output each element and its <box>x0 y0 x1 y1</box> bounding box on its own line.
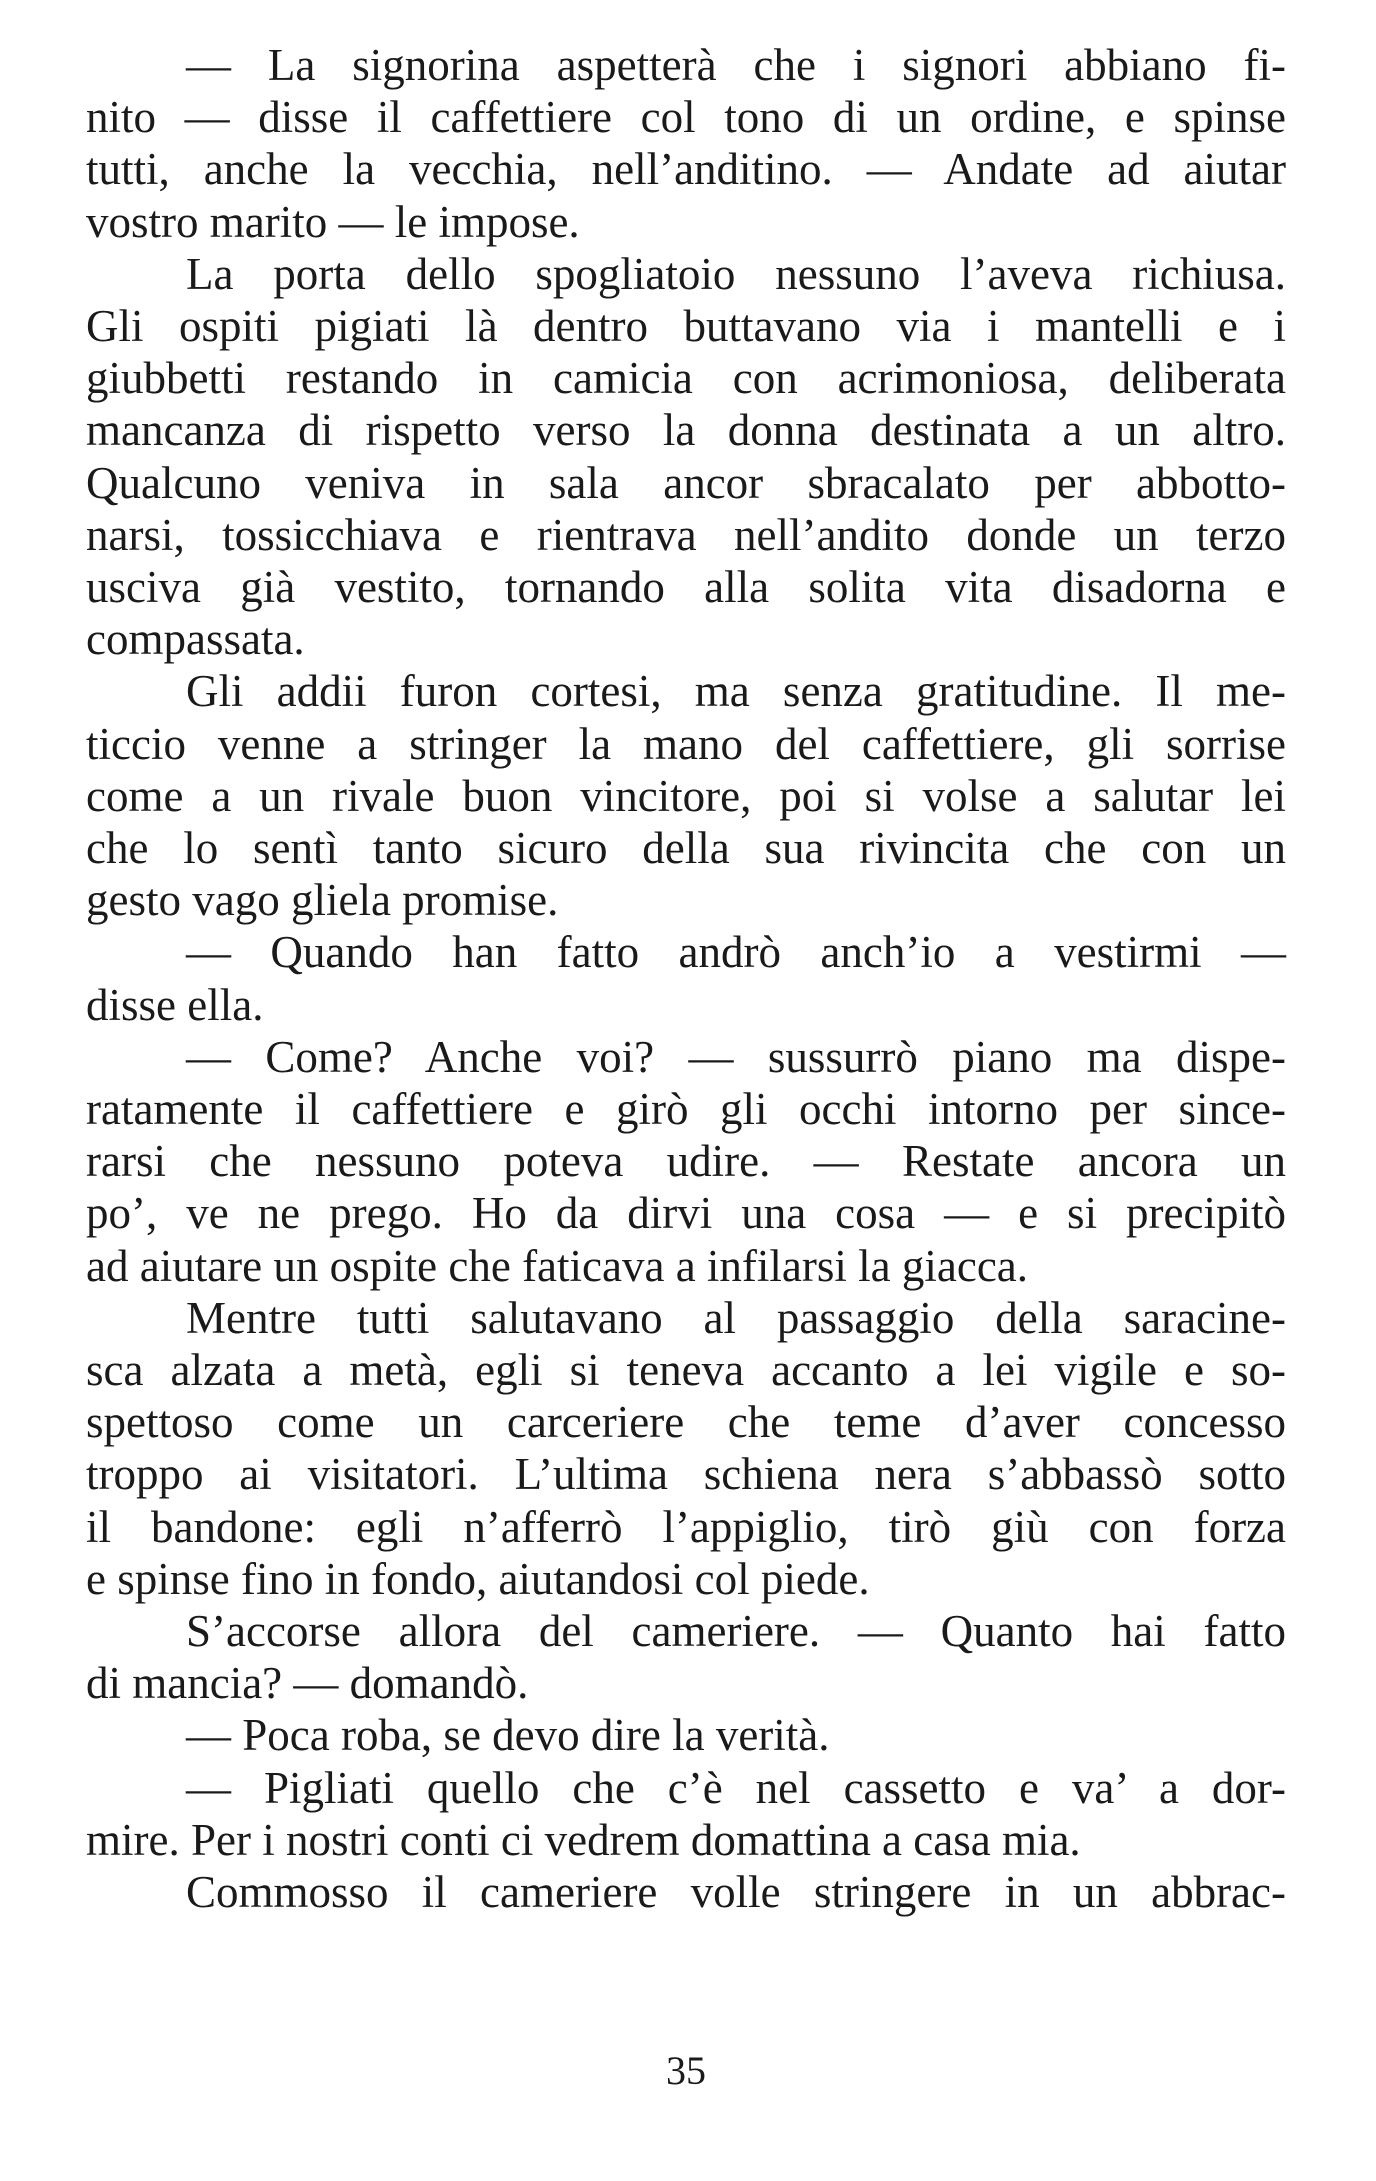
text-line: Commosso il cameriere volle stringere in un abbrac- <box>186 1867 1286 1917</box>
text-line: spettoso come un carceriere che teme d’aver concesso <box>86 1397 1286 1448</box>
text-line: disse ella. <box>86 979 264 1030</box>
text-line: e spinse fino in fondo, aiutandosi col piede. <box>86 1553 870 1604</box>
text-line: compassata. <box>86 614 305 665</box>
text-line: Mentre tutti salutavano al passaggio della saracine- <box>186 1292 1286 1343</box>
text-line: — Poca roba, se devo dire la verità. <box>186 1710 830 1761</box>
text-line: sca alzata a metà, egli si teneva accanto a lei vigile e so- <box>86 1345 1286 1395</box>
text-line: — Come? Anche voi? — sussurrò piano ma dispe- <box>186 1031 1286 1082</box>
text-line: mancanza di rispetto verso la donna destinata a un altro. <box>86 405 1286 456</box>
text-line: — Quando han fatto andrò anch’io a vestirmi — <box>186 927 1286 978</box>
text-line: il bandone: egli n’afferrò l’appiglio, tirò giù con forza <box>86 1501 1286 1552</box>
text-line: S’accorse allora del cameriere. — Quanto hai fatto <box>186 1606 1286 1656</box>
text-line: come a un rivale buon vincitore, poi si volse a salutar lei <box>86 770 1286 821</box>
text-line: che lo sentì tanto sicuro della sua rivincita che con un <box>86 823 1286 873</box>
text-line: Gli addii furon cortesi, ma senza gratitudine. Il me- <box>186 666 1286 717</box>
text-line: Qualcuno veniva in sala ancor sbracalato per abbotto- <box>86 457 1286 508</box>
text-line: — La signorina aspetterà che i signori abbiano fi- <box>186 40 1286 90</box>
text-line: Gli ospiti pigiati là dentro buttavano via i mantelli e i <box>86 301 1286 351</box>
text-line: vostro marito — le impose. <box>86 196 580 247</box>
page-number: 35 <box>666 2048 706 2093</box>
text-line: ad aiutare un ospite che faticava a infilarsi la giacca. <box>86 1240 1029 1291</box>
text-line: giubbetti restando in camicia con acrimoniosa, deliberata <box>86 353 1286 404</box>
book-page <box>86 38 1286 2138</box>
text-line: La porta dello spogliatoio nessuno l’aveva richiusa. <box>186 248 1286 299</box>
text-line: gesto vago gliela promise. <box>86 875 559 926</box>
text-line: — Pigliati quello che c’è nel cassetto e va’ a dor- <box>186 1762 1286 1813</box>
text-line: tutti, anche la vecchia, nell’anditino. — Andate ad aiutar <box>86 144 1286 195</box>
text-line: narsi, tossicchiava e rientrava nell’andito donde un terzo <box>86 509 1286 560</box>
text-line: troppo ai visitatori. L’ultima schiena nera s’abbassò sotto <box>86 1449 1286 1500</box>
text-line: rarsi che nessuno poteva udire. — Restate ancora un <box>86 1136 1286 1187</box>
text-line: po’, ve ne prego. Ho da dirvi una cosa — e si precipitò <box>86 1188 1286 1239</box>
text-line: ticcio venne a stringer la mano del caffettiere, gli sorrise <box>86 718 1286 769</box>
text-line: mire. Per i nostri conti ci vedrem domattina a casa mia. <box>86 1814 1081 1865</box>
text-line: ratamente il caffettiere e girò gli occhi intorno per since- <box>86 1084 1286 1134</box>
text-line: usciva già vestito, tornando alla solita vita disadorna e <box>86 562 1286 612</box>
text-line: nito — disse il caffettiere col tono di un ordine, e spinse <box>86 92 1286 143</box>
text-line: di mancia? — domandò. <box>86 1658 529 1709</box>
